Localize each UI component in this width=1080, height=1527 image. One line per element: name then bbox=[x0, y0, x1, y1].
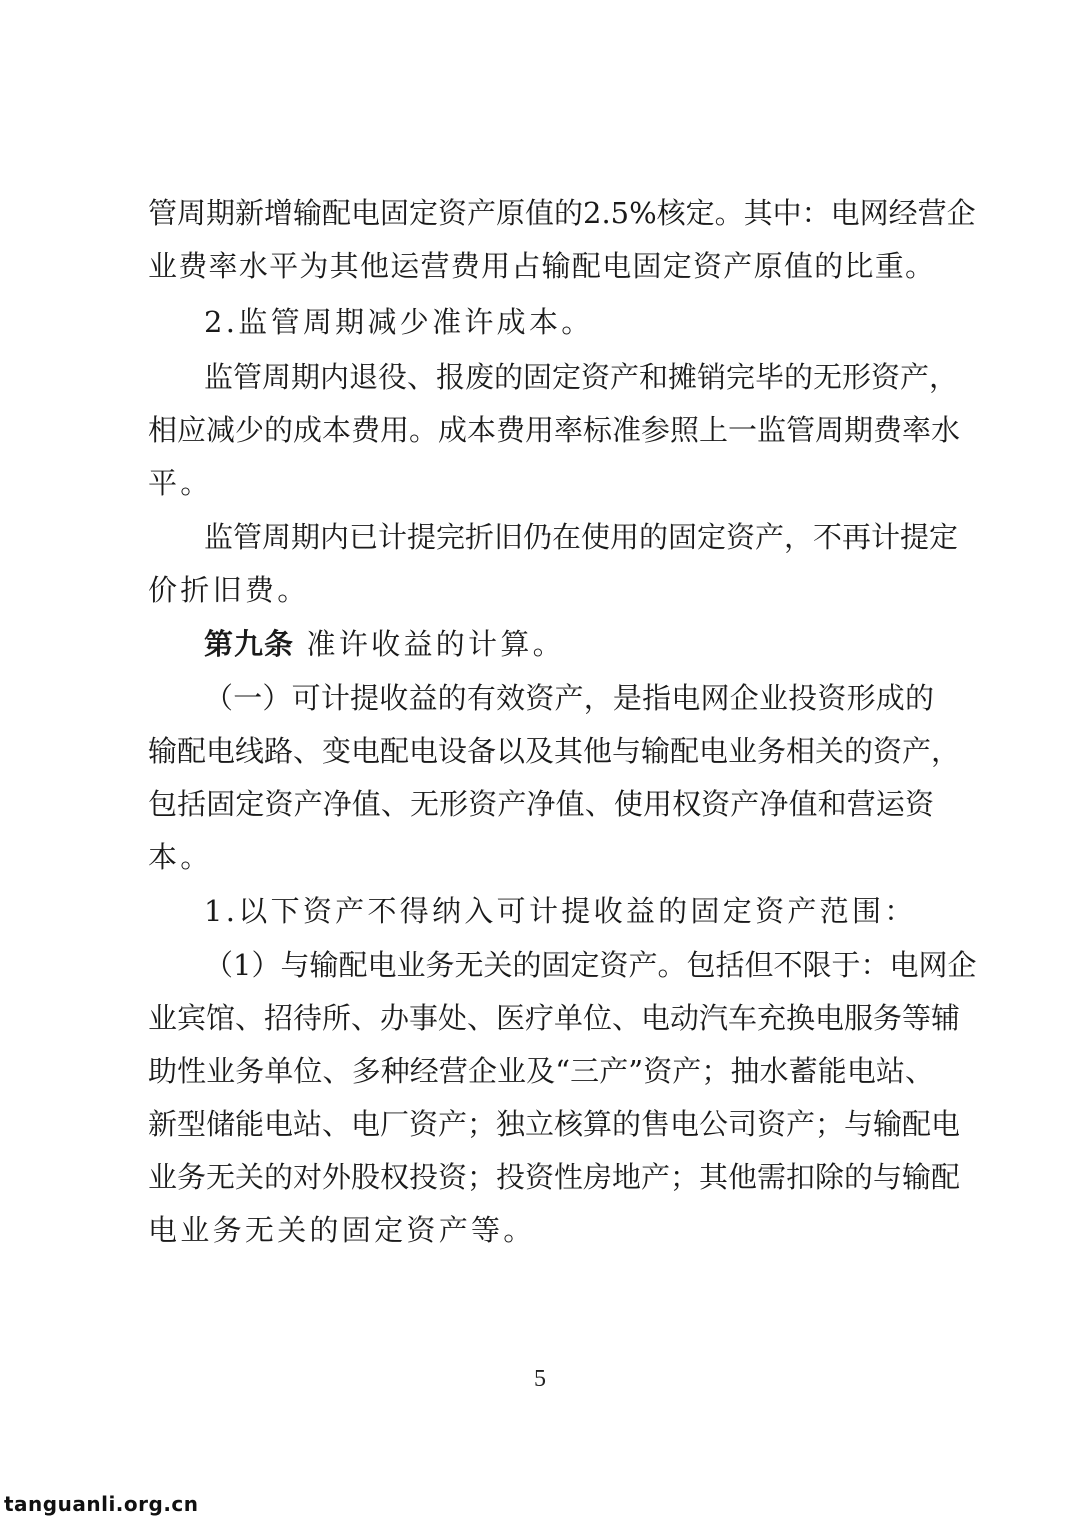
text-line: 助性业务单位、多种经营企业及“三产”资产；抽水蓄能电站、 bbox=[148, 1054, 934, 1088]
text-line: （一）可计提收益的有效资产，是指电网企业投资形成的 bbox=[204, 681, 934, 715]
text-line: 监管周期内退役、报废的固定资产和摊销完毕的无形资产， bbox=[204, 360, 959, 394]
text-line: 监管周期内已计提完折旧仍在使用的固定资产，不再计提定 bbox=[204, 520, 959, 554]
text-line: 业宾馆、招待所、办事处、医疗单位、电动汽车充换电服务等辅 bbox=[148, 1001, 961, 1035]
text-line: 业务无关的对外股权投资；投资性房地产；其他需扣除的与输配 bbox=[148, 1160, 961, 1194]
text-line: 新型储能电站、电厂资产；独立核算的售电公司资产；与输配电 bbox=[148, 1107, 961, 1141]
text-line: 本。 bbox=[148, 840, 213, 874]
article-label: 第九条 bbox=[204, 627, 295, 661]
text-line: 业费率水平为其他运营费用占输配电固定资产原值的比重。 bbox=[148, 249, 934, 283]
text-line: 输配电线路、变电配电设备以及其他与输配电业务相关的资产， bbox=[148, 734, 961, 768]
text-line: 相应减少的成本费用。成本费用率标准参照上一监管周期费率水 bbox=[148, 413, 961, 447]
article-heading bbox=[204, 624, 934, 664]
text-line: 平。 bbox=[148, 466, 213, 500]
article-title: 准许收益的计算。 bbox=[306, 627, 565, 661]
text-line: 价折旧费。 bbox=[148, 573, 310, 607]
text-line: 包括固定资产净值、无形资产净值、使用权资产净值和营运资 bbox=[148, 787, 934, 821]
watermark: tanguanli.org.cn bbox=[4, 1492, 199, 1516]
text-line: （1）与输配电业务无关的固定资产。包括但不限于：电网企 bbox=[204, 948, 977, 982]
page-number: 5 bbox=[534, 1366, 546, 1392]
text-line: 电业务无关的固定资产等。 bbox=[148, 1213, 536, 1247]
section-heading: 1.以下资产不得纳入可计提收益的固定资产范围： bbox=[204, 894, 917, 928]
section-heading: 2.监管周期减少准许成本。 bbox=[204, 305, 594, 339]
text-line: 管周期新增输配电固定资产原值的2.5%核定。其中：电网经营企 bbox=[148, 196, 976, 230]
